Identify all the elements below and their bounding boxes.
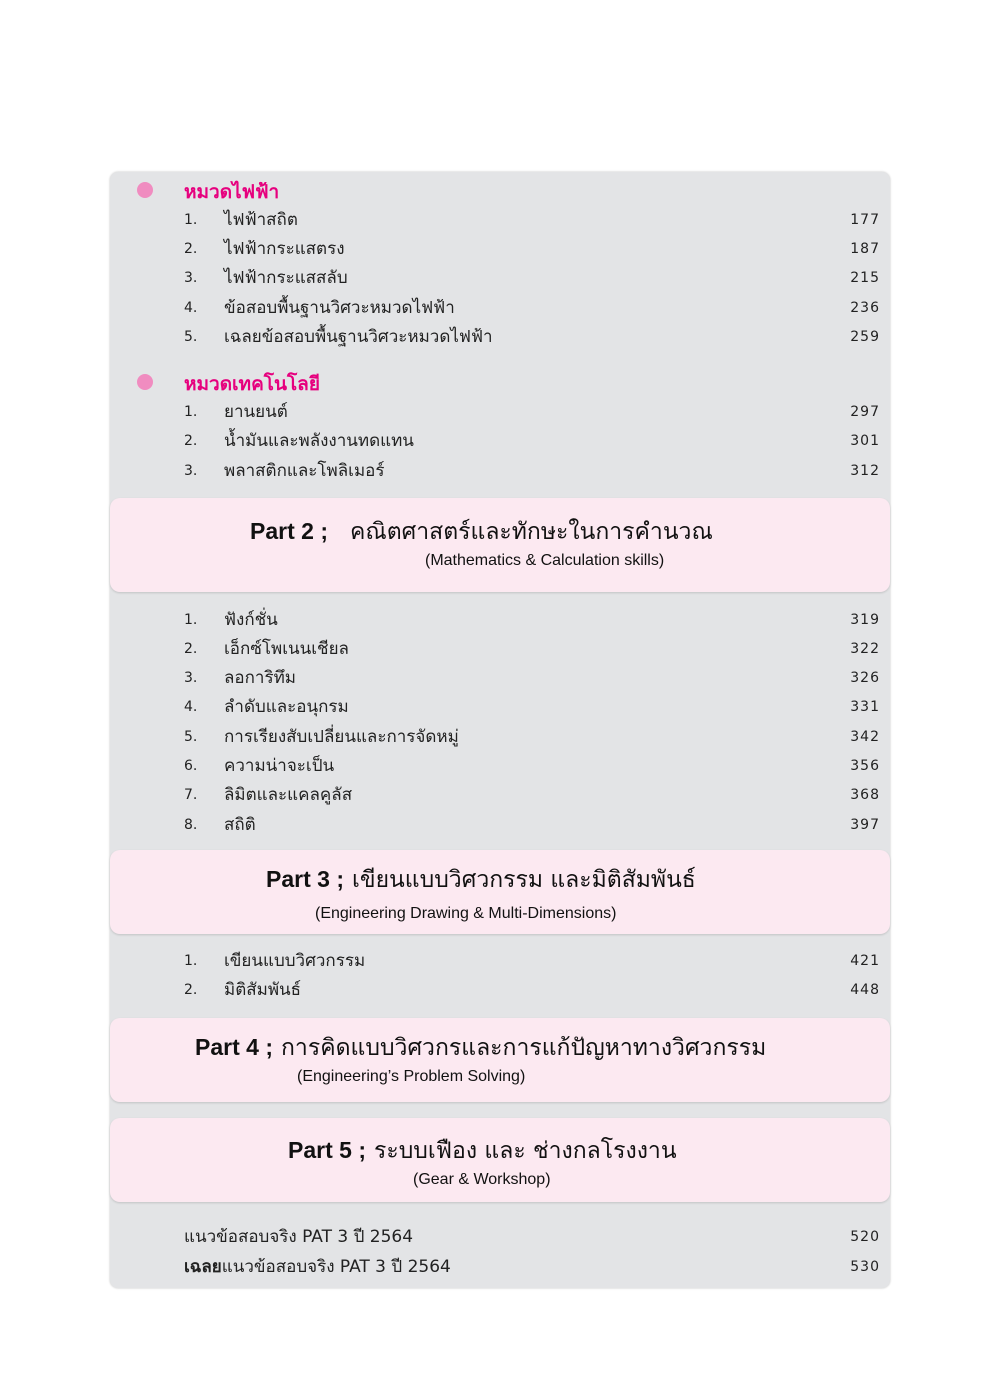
item-number: 2. xyxy=(184,982,198,998)
exam-row[interactable] xyxy=(0,1223,992,1251)
toc-row[interactable] xyxy=(0,399,992,425)
exam-prefix: เฉลย xyxy=(184,1257,222,1277)
item-number: 3. xyxy=(184,270,198,286)
part-label: Part 2 xyxy=(250,518,314,544)
item-number: 2. xyxy=(184,433,198,449)
item-page: 368 xyxy=(850,787,880,803)
item-number: 8. xyxy=(184,817,198,833)
toc-row[interactable] xyxy=(0,607,992,633)
item-page: 326 xyxy=(850,670,880,686)
part-subtitle: (Mathematics & Calculation skills) xyxy=(425,552,665,569)
exam-label: แนวข้อสอบจริง PAT 3 ปี 2564 xyxy=(184,1227,414,1247)
item-label: ไฟฟ้ากระแสตรง xyxy=(224,239,345,259)
section-heading-technology: หมวดเทคโนโลยี xyxy=(184,373,320,395)
toc-row[interactable] xyxy=(0,295,992,321)
item-label: ข้อสอบพื้นฐานวิศวะหมวดไฟฟ้า xyxy=(224,298,455,318)
part-label: Part 5 xyxy=(288,1137,352,1163)
item-label: การเรียงสับเปลี่ยนและการจัดหมู่ xyxy=(224,727,459,747)
toc-row[interactable] xyxy=(0,458,992,484)
part-separator: ; xyxy=(351,1137,366,1163)
item-page: 319 xyxy=(850,612,880,628)
item-label: เขียนแบบวิศวกรรม xyxy=(224,951,366,971)
item-label: ลิมิตและแคลคูลัส xyxy=(224,785,353,805)
item-label: เอ็กซ์โพเนนเชียล xyxy=(224,639,349,659)
toc-row[interactable] xyxy=(0,753,992,779)
item-label: ลำดับและอนุกรม xyxy=(224,697,349,717)
item-number: 7. xyxy=(184,787,198,803)
item-label: ไฟฟ้าสถิต xyxy=(224,210,298,230)
toc-row[interactable] xyxy=(0,265,992,291)
item-number: 2. xyxy=(184,641,198,657)
item-page: 177 xyxy=(850,212,880,228)
item-number: 3. xyxy=(184,670,198,686)
item-page: 421 xyxy=(850,953,880,969)
item-page: 259 xyxy=(850,329,880,345)
item-label: ฟังก์ชั่น xyxy=(224,610,278,630)
item-number: 5. xyxy=(184,329,198,345)
item-label: มิติสัมพันธ์ xyxy=(224,980,302,1000)
part-separator: ; xyxy=(258,1034,273,1060)
item-number: 3. xyxy=(184,463,198,479)
part-2-banner xyxy=(110,498,890,592)
item-page: 187 xyxy=(850,241,880,257)
part-subtitle: (Engineering Drawing & Multi-Dimensions) xyxy=(315,905,617,922)
part-5-banner xyxy=(110,1118,890,1202)
toc-row[interactable] xyxy=(0,236,992,262)
item-page: 301 xyxy=(850,433,880,449)
part-label: Part 4 xyxy=(195,1034,259,1060)
item-number: 1. xyxy=(184,404,198,420)
item-page: 530 xyxy=(850,1259,880,1275)
part-title xyxy=(266,862,696,898)
part-separator: ; xyxy=(313,518,328,544)
part-title-thai: เขียนแบบวิศวกรรม และมิติสัมพันธ์ xyxy=(352,867,696,893)
toc-row[interactable] xyxy=(0,428,992,454)
item-label: ความน่าจะเป็น xyxy=(224,756,335,776)
item-page: 236 xyxy=(850,300,880,316)
toc-row[interactable] xyxy=(0,977,992,1003)
item-label: ลอการิทึม xyxy=(224,668,297,688)
toc-row[interactable] xyxy=(0,324,992,350)
item-number: 4. xyxy=(184,699,198,715)
part-subtitle: (Engineering’s Problem Solving) xyxy=(297,1068,526,1085)
item-number: 1. xyxy=(184,212,198,228)
item-label: เฉลยข้อสอบพื้นฐานวิศวะหมวดไฟฟ้า xyxy=(224,327,493,347)
part-title xyxy=(250,514,713,550)
part-title-thai: คณิตศาสตร์และทักษะในการคำนวณ xyxy=(350,519,713,545)
toc-row[interactable] xyxy=(0,665,992,691)
item-page: 312 xyxy=(850,463,880,479)
part-title xyxy=(288,1133,677,1169)
toc-row[interactable] xyxy=(0,694,992,720)
item-label: ยานยนต์ xyxy=(224,402,288,422)
toc-row[interactable] xyxy=(0,812,992,838)
toc-row[interactable] xyxy=(0,207,992,233)
toc-row[interactable] xyxy=(0,724,992,750)
part-title-thai: ระบบเฟือง และ ช่างกลโรงงาน xyxy=(374,1138,677,1164)
item-number: 6. xyxy=(184,758,198,774)
part-separator: ; xyxy=(329,866,344,892)
item-label: พลาสติกและโพลิเมอร์ xyxy=(224,461,385,481)
exam-row[interactable] xyxy=(0,1253,992,1281)
item-page: 215 xyxy=(850,270,880,286)
toc-row[interactable] xyxy=(0,948,992,974)
item-page: 448 xyxy=(850,982,880,998)
exam-label: แนวข้อสอบจริง PAT 3 ปี 2564 xyxy=(221,1257,451,1277)
part-title-thai: การคิดแบบวิศวกรและการแก้ปัญหาทางวิศวกรรม xyxy=(281,1035,767,1061)
item-page: 342 xyxy=(850,729,880,745)
item-page: 331 xyxy=(850,699,880,715)
section-heading-electricity: หมวดไฟฟ้า xyxy=(184,181,280,203)
part-subtitle: (Gear & Workshop) xyxy=(413,1171,551,1188)
section-bullet xyxy=(137,374,153,390)
item-number: 4. xyxy=(184,300,198,316)
toc-row[interactable] xyxy=(0,782,992,808)
toc-row[interactable] xyxy=(0,636,992,662)
item-number: 2. xyxy=(184,241,198,257)
item-number: 5. xyxy=(184,729,198,745)
item-label: ไฟฟ้ากระแสสลับ xyxy=(224,268,348,288)
item-label: สถิติ xyxy=(224,815,256,835)
item-page: 322 xyxy=(850,641,880,657)
part-4-banner xyxy=(110,1018,890,1102)
part-label: Part 3 xyxy=(266,866,330,892)
item-page: 520 xyxy=(850,1229,880,1245)
item-label: น้ำมันและพลังงานทดแทน xyxy=(224,431,414,451)
item-page: 356 xyxy=(850,758,880,774)
item-page: 297 xyxy=(850,404,880,420)
part-title xyxy=(195,1030,766,1066)
item-number: 1. xyxy=(184,953,198,969)
item-number: 1. xyxy=(184,612,198,628)
item-page: 397 xyxy=(850,817,880,833)
section-bullet xyxy=(137,182,153,198)
part-3-banner xyxy=(110,850,890,934)
